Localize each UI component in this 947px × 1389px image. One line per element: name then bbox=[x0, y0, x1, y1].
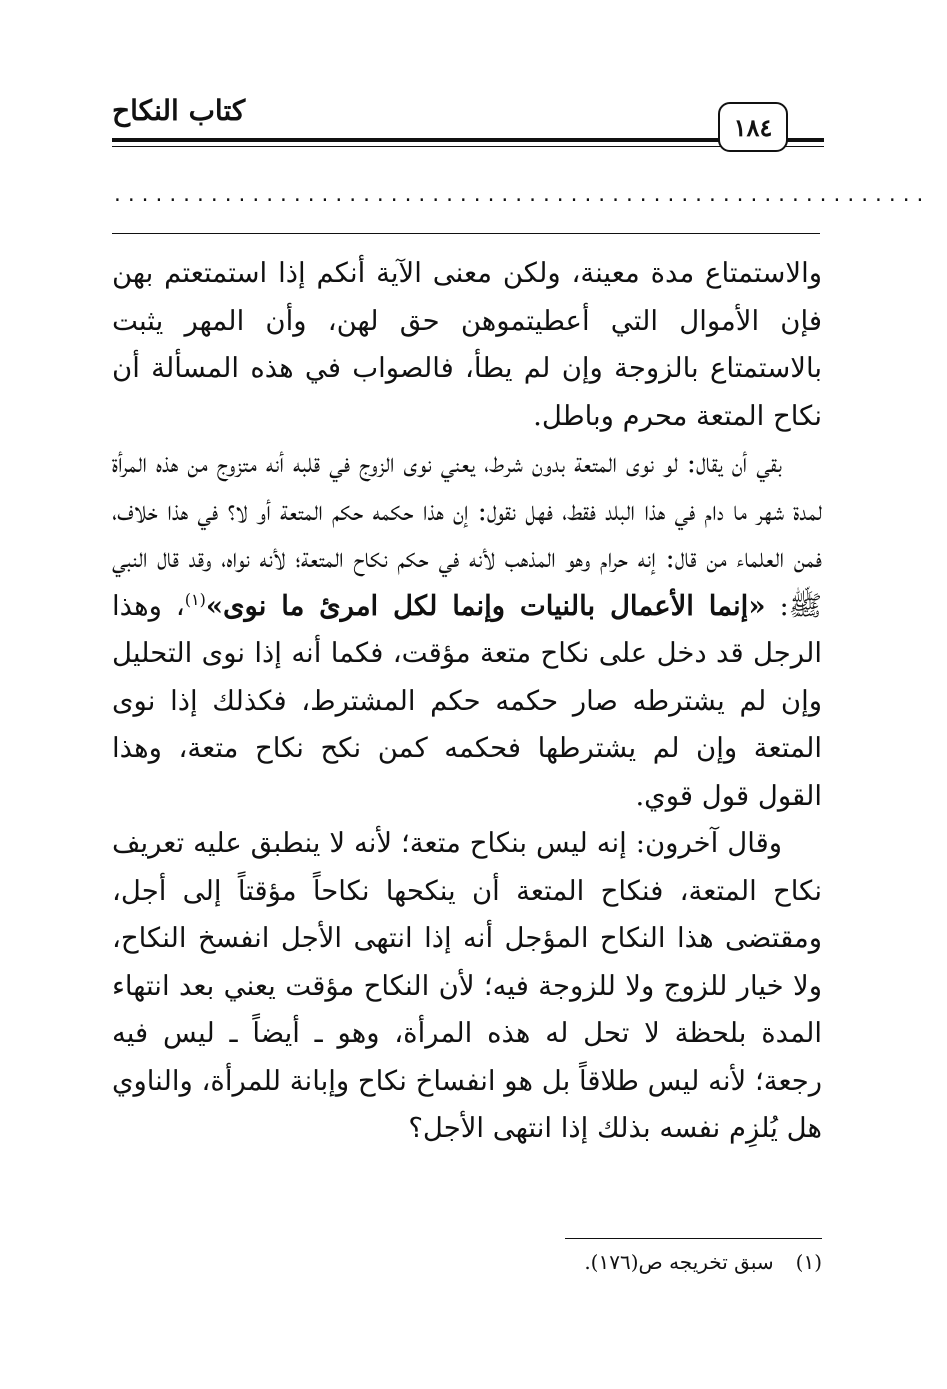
footnote-rule bbox=[565, 1238, 822, 1239]
header-rule-thin bbox=[112, 146, 824, 147]
book-title: كتاب النكاح bbox=[112, 94, 246, 127]
footnote-1 bbox=[500, 1246, 822, 1278]
page-header bbox=[112, 88, 824, 158]
text-top-rule bbox=[112, 233, 820, 234]
dotted-separator: ........................................................... bbox=[112, 185, 929, 206]
page-number: ١٨٤ bbox=[718, 102, 788, 152]
body-text bbox=[112, 250, 822, 1153]
paragraph-2 bbox=[112, 440, 822, 820]
footnote-number: (١) bbox=[795, 1250, 822, 1274]
footnote-text: سبق تخريجه ص(١٧٦). bbox=[584, 1250, 774, 1274]
paragraph-1: والاستمتاع مدة معينة، ولكن معنى الآية أنكم إذا استمتعتم بهن فإن الأموال التي أعطيتموهن حق لهن، وأن المهر يثبت بالاستمتاع بالزوجة وإن لم يطأ، فالصواب في هذه المسألة أن نكاح المتعة محرم وباطل. bbox=[112, 257, 822, 432]
paragraph-3: وقال آخرون: إنه ليس بنكاح متعة؛ لأنه لا ينطبق عليه تعريف نكاح المتعة، فنكاح المتعة أن ينكحها نكاحاً مؤقتاً إلى أجل، ومقتضى هذا النكاح المؤجل أنه إذا انتهى الأجل انفسخ النكاح، ولا خيار للزوج ولا للزوجة فيه؛ لأن النكاح مؤقت يعني بعد انتهاء المدة بلحظة لا تحل له هذه المرأة، وهو ـ أيضاً ـ ليس فيه رجعة؛ لأنه ليس طلاقاً بل هو انفساخ نكاح وإبانة للمرأة، والناوي هل يُلزِم نفسه بذلك إذا انتهى الأجل؟ bbox=[112, 827, 822, 1144]
paragraph-2-part-a: بقي أن يقال: لو نوى المتعة بدون شرط، يعني نوى الزوج في قلبه أنه متزوج من هذه المرأة لمدة شهر ما دام في هذا البلد فقط، فهل نقول: إن هذا حكمه حكم المتعة أو لا؟ في هذا خلاف، فمن العلماء من قال: إنه حرام وهو المذهب لأنه في حكم نكاح المتعة؛ لأنه نواه، وقد قال النبي ﷺ: bbox=[112, 447, 822, 622]
paragraph-2-part-b: ، وهذا الرجل قد دخل على نكاح متعة مؤقت، فكما أنه إذا نوى التحليل وإن لم يشترطه صار حكمه حكم المشترط، فكذلك إذا نوى المتعة وإن لم يشترطها فحكمه كمن نكح نكاح متعة، وهذا القول قول قوي. bbox=[112, 589, 822, 812]
hadith-quote: «إنما الأعمال بالنيات وإنما لكل امرئ ما نوى» bbox=[205, 589, 766, 622]
footnote-ref-1: (١) bbox=[184, 589, 206, 609]
